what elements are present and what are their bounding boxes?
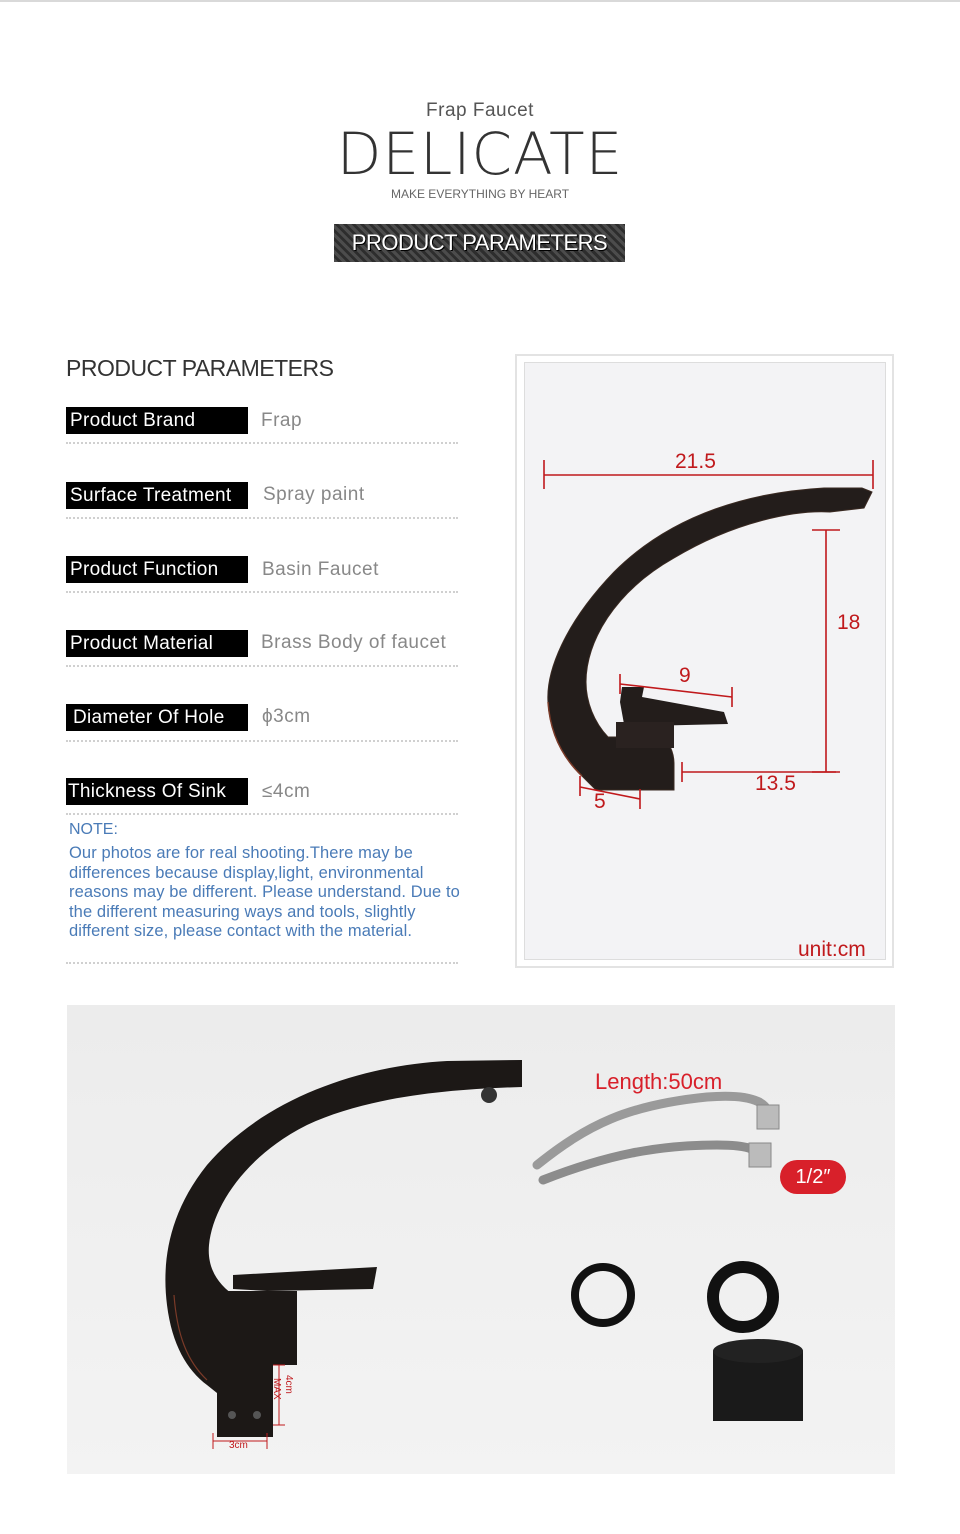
param-divider <box>66 442 458 444</box>
param-divider <box>66 813 458 815</box>
param-value-hole: ϕ3cm <box>262 706 311 727</box>
faucet-outline-drawing <box>548 488 872 790</box>
param-value-function: Basin Faucet <box>262 559 379 580</box>
param-label-brand: Product Brand <box>66 407 248 434</box>
section-banner: PRODUCT PARAMETERS <box>334 224 625 262</box>
brand-tagline: MAKE EVERYTHING BY HEART <box>390 187 570 201</box>
unit-label: unit:cm <box>798 938 866 961</box>
dim-handle: 9 <box>679 664 691 687</box>
dim-width: 21.5 <box>675 450 716 473</box>
param-value-sink: ≤4cm <box>262 781 311 802</box>
param-label-hole: Diameter Of Hole <box>66 704 248 731</box>
note-divider <box>66 962 458 964</box>
param-value-material: Brass Body of faucet <box>261 632 447 653</box>
hoses-drawing <box>537 1096 779 1180</box>
param-divider <box>66 665 458 667</box>
dim-base: 5 <box>594 790 606 813</box>
note-title: NOTE: <box>69 821 118 838</box>
brand-subtitle: Frap Faucet <box>426 100 534 121</box>
dim-base-to-spout: 13.5 <box>755 772 796 795</box>
param-label-material: Product Material <box>66 630 248 657</box>
param-divider <box>66 591 458 593</box>
param-divider <box>66 517 458 519</box>
brand-title: DELICATE <box>336 120 624 188</box>
param-value-surface: Spray paint <box>263 484 365 505</box>
hose-length-label: Length:50cm <box>595 1069 723 1094</box>
dim-height: 18 <box>837 611 861 634</box>
param-label-function: Product Function <box>66 556 248 583</box>
product-photo-drawing <box>67 1005 895 1474</box>
thread-size-badge: 1/2″ <box>780 1160 846 1194</box>
param-label-sink: Thickness Of Sink <box>66 778 248 805</box>
faucet-photo-shape <box>165 1060 522 1437</box>
washers-drawing <box>575 1267 803 1421</box>
param-value-brand: Frap <box>261 410 303 431</box>
params-heading: PRODUCT PARAMETERS <box>66 355 334 381</box>
note-body: Our photos are for real shooting.There may be differences because display,light, environmental reasons may be different. Please understand. Due to the different measuring ways and tools, slightly different size, please contact with the material. <box>69 844 460 940</box>
photo-hole-size: 3cm <box>229 1440 248 1451</box>
photo-max-thickness: 4cm <box>283 1375 294 1394</box>
photo-max-label: MAX <box>271 1378 282 1400</box>
top-divider <box>0 0 960 2</box>
param-divider <box>66 740 458 742</box>
param-label-surface: Surface Treatment <box>66 482 248 509</box>
